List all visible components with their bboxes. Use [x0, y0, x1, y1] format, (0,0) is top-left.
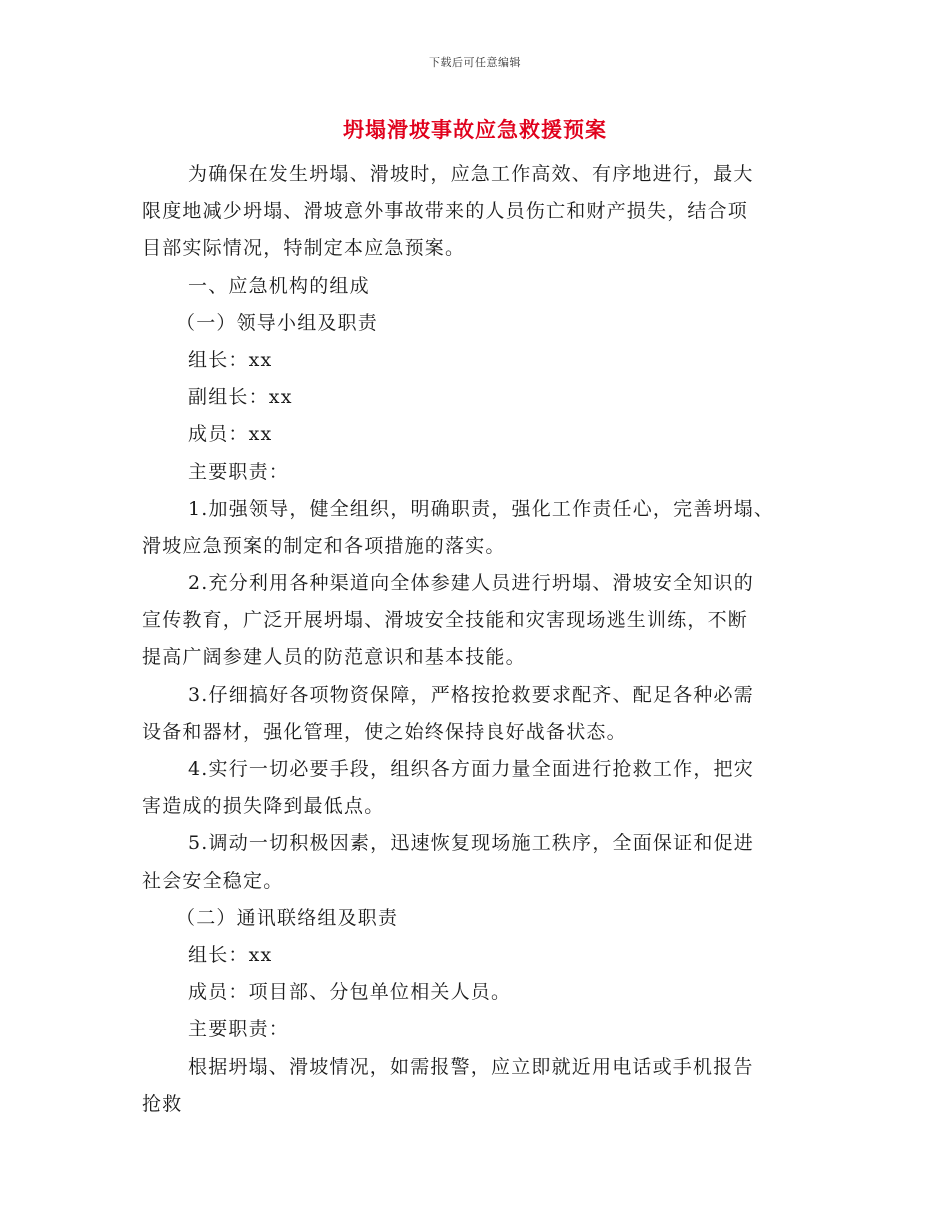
paragraph-line: 目部实际情况，特制定本应急预案。 [142, 237, 466, 260]
page-header-note: 下载后可任意编辑 [429, 56, 521, 69]
paragraph-line: 社会安全稳定。 [142, 869, 284, 892]
paragraph-line: 为确保在发生坍塌、滑坡时，应急工作高效、有序地进行，最大 [188, 163, 754, 185]
paragraph-line: 提高广阔参建人员的防范意识和基本技能。 [142, 646, 526, 669]
paragraph-line: 主要职责： [188, 1018, 290, 1041]
paragraph-line: 成员：xx [188, 423, 273, 446]
paragraph-line: 组长：xx [188, 348, 273, 371]
paragraph-line: 副组长：xx [188, 386, 293, 409]
document-body [142, 156, 810, 1123]
paragraph-line: 成员：项目部、分包单位相关人员。 [188, 981, 512, 1004]
paragraph-line: 2.充分利用各种渠道向全体参建人员进行坍塌、滑坡安全知识的 [188, 572, 754, 595]
subsection-heading: （二）通讯联络组及职责 [176, 906, 399, 929]
paragraph-line: 主要职责： [188, 460, 290, 483]
paragraph-line: 4.实行一切必要手段，组织各方面力量全面进行抢救工作，把灾 [188, 758, 754, 780]
paragraph-line: 5.调动一切积极因素，迅速恢复现场施工秩序，全面保证和促进 [188, 832, 754, 855]
paragraph-line: 组长：xx [188, 943, 273, 966]
document-title: 坍塌滑坡事故应急救援预案 [343, 117, 607, 142]
paragraph-line: 滑坡应急预案的制定和各项措施的落实。 [142, 534, 506, 557]
paragraph-line: 设备和器材，强化管理，使之始终保持良好战备状态。 [142, 720, 627, 743]
section-heading: 一、应急机构的组成 [188, 274, 370, 297]
paragraph-line: 1.加强领导，健全组织，明确职责，强化工作责任心，完善坍塌、 [188, 497, 775, 520]
paragraph-line: 宣传教育，广泛开展坍塌、滑坡安全技能和灾害现场逃生训练，不断 [142, 609, 749, 632]
paragraph-line: 抢救 [142, 1092, 183, 1115]
subsection-heading: （一）领导小组及职责 [176, 311, 379, 334]
paragraph-line: 根据坍塌、滑坡情况，如需报警，应立即就近用电话或手机报告 [188, 1055, 754, 1078]
paragraph-line: 3.仔细搞好各项物资保障，严格按抢救要求配齐、配足各种必需 [188, 683, 754, 706]
paragraph-line: 害造成的损失降到最低点。 [142, 795, 385, 818]
paragraph-line: 限度地减少坍塌、滑坡意外事故带来的人员伤亡和财产损失，结合项 [142, 200, 749, 223]
